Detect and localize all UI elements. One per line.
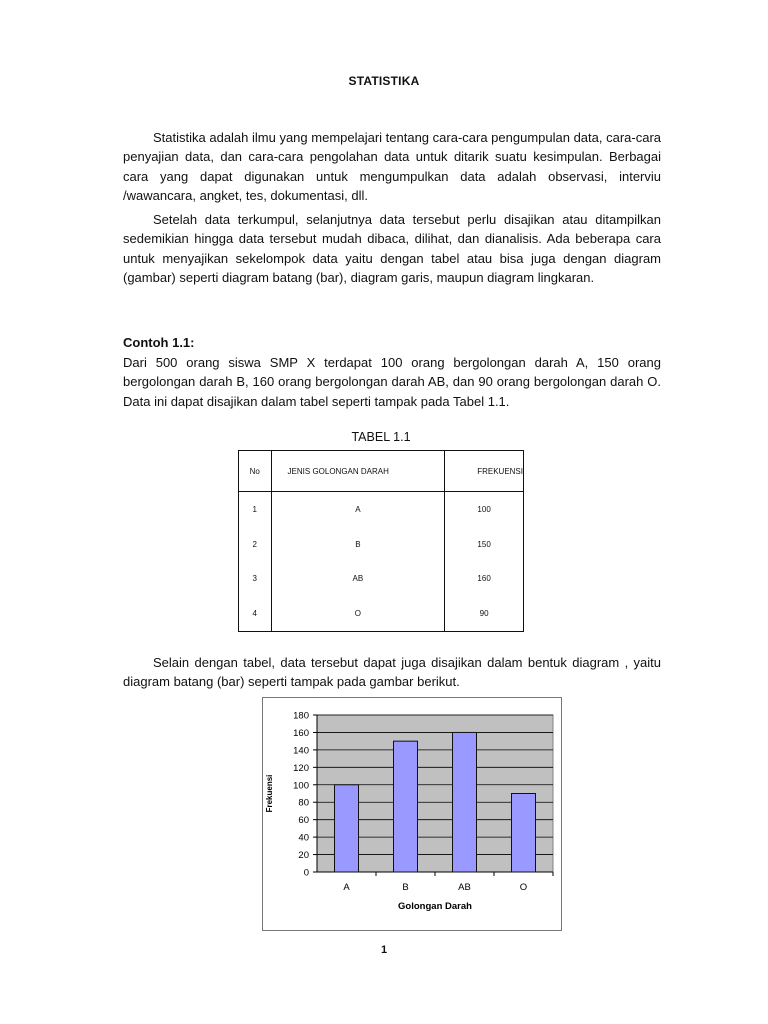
y-tick-label: 40 xyxy=(298,832,309,844)
y-tick-label: 100 xyxy=(293,780,309,792)
x-tick-label: A xyxy=(343,882,350,893)
cell-frequency: 160 xyxy=(477,574,491,583)
x-tick-label: B xyxy=(402,882,409,893)
bar-chart xyxy=(262,697,562,931)
table-row xyxy=(239,561,524,595)
cell-no: 3 xyxy=(239,561,272,595)
frequency-table xyxy=(238,450,524,632)
bar-b xyxy=(394,741,418,872)
paragraph-example: Dari 500 orang siswa SMP X terdapat 100 orang bergolongan darah A, 150 orang bergolongan darah B, 160 orang bergolongan darah AB, dan 90 orang bergolongan darah O. Data ini dapat disajikan dalam tabel seperti tampak pada Tabel 1.1. xyxy=(123,355,661,409)
y-tick-label: 160 xyxy=(293,727,309,739)
table-caption: TABEL 1.1 xyxy=(351,430,411,444)
table-row xyxy=(239,596,524,632)
bar-a xyxy=(335,785,359,872)
y-tick-label: 180 xyxy=(293,710,309,722)
y-axis-title: Frekuensi xyxy=(265,774,274,813)
y-tick-label: 60 xyxy=(298,815,309,827)
cell-blood-type: O xyxy=(271,596,445,632)
cell-blood-type: B xyxy=(271,527,445,561)
cell-frequency: 100 xyxy=(477,505,491,515)
y-tick-label: 140 xyxy=(293,745,309,757)
y-tick-label: 20 xyxy=(298,850,309,862)
cell-blood-type: A xyxy=(271,492,445,528)
x-tick-label: O xyxy=(519,882,528,893)
y-tick-label: 120 xyxy=(293,762,309,774)
example-heading: Contoh 1.1: xyxy=(123,335,195,350)
header-blood-type: JENIS GOLONGAN DARAH xyxy=(271,451,445,492)
cell-no: 4 xyxy=(239,596,272,632)
bar-chart-svg xyxy=(263,698,561,930)
y-tick-label: 0 xyxy=(303,867,309,879)
table-header-row xyxy=(239,451,524,492)
cell-frequency: 150 xyxy=(477,539,491,549)
bar-o xyxy=(512,794,536,873)
header-frequency: FREKUENSI xyxy=(445,451,524,492)
paragraph-definition: Statistika adalah ilmu yang mempelajari tentang cara-cara pengumpulan data, cara-cara penyajian data, dan cara-cara pengolahan data untuk ditarik suatu kesimpulan. Berbagai cara yang dapat digunakan untuk mengumpulkan data adalah observasi, interviu /wawancara, angket, tes, dokumentasi, dll. xyxy=(123,130,662,203)
table-row xyxy=(239,527,524,561)
cell-no: 2 xyxy=(239,527,272,561)
page-title: STATISTIKA xyxy=(348,74,420,88)
header-no: No xyxy=(239,451,272,492)
x-tick-label: AB xyxy=(458,882,471,893)
x-axis-title: Golongan Darah xyxy=(398,901,472,912)
paragraph-chart-intro: Selain dengan tabel, data tersebut dapat juga disajikan dalam bentuk diagram , yaitu diagram batang (bar) seperti tampak pada gambar berikut. xyxy=(123,655,661,690)
cell-frequency: 90 xyxy=(479,608,489,618)
page-number: 1 xyxy=(380,944,388,956)
cell-no: 1 xyxy=(239,492,272,528)
table-row xyxy=(239,492,524,528)
cell-blood-type: AB xyxy=(271,561,445,595)
y-tick-label: 80 xyxy=(298,797,309,809)
bar-ab xyxy=(453,732,477,872)
paragraph-presentation: Setelah data terkumpul, selanjutnya data tersebut perlu disajikan atau ditampilkan sedemikian hingga data tersebut mudah dibaca, dilihat, dan dianalisis. Ada beberapa cara untuk menyajikan sekelompok data yaitu dengan tabel atau bisa juga dengan diagram (gambar) seperti diagram batang (bar), diagram garis, maupun diagram lingkaran. xyxy=(123,212,661,285)
